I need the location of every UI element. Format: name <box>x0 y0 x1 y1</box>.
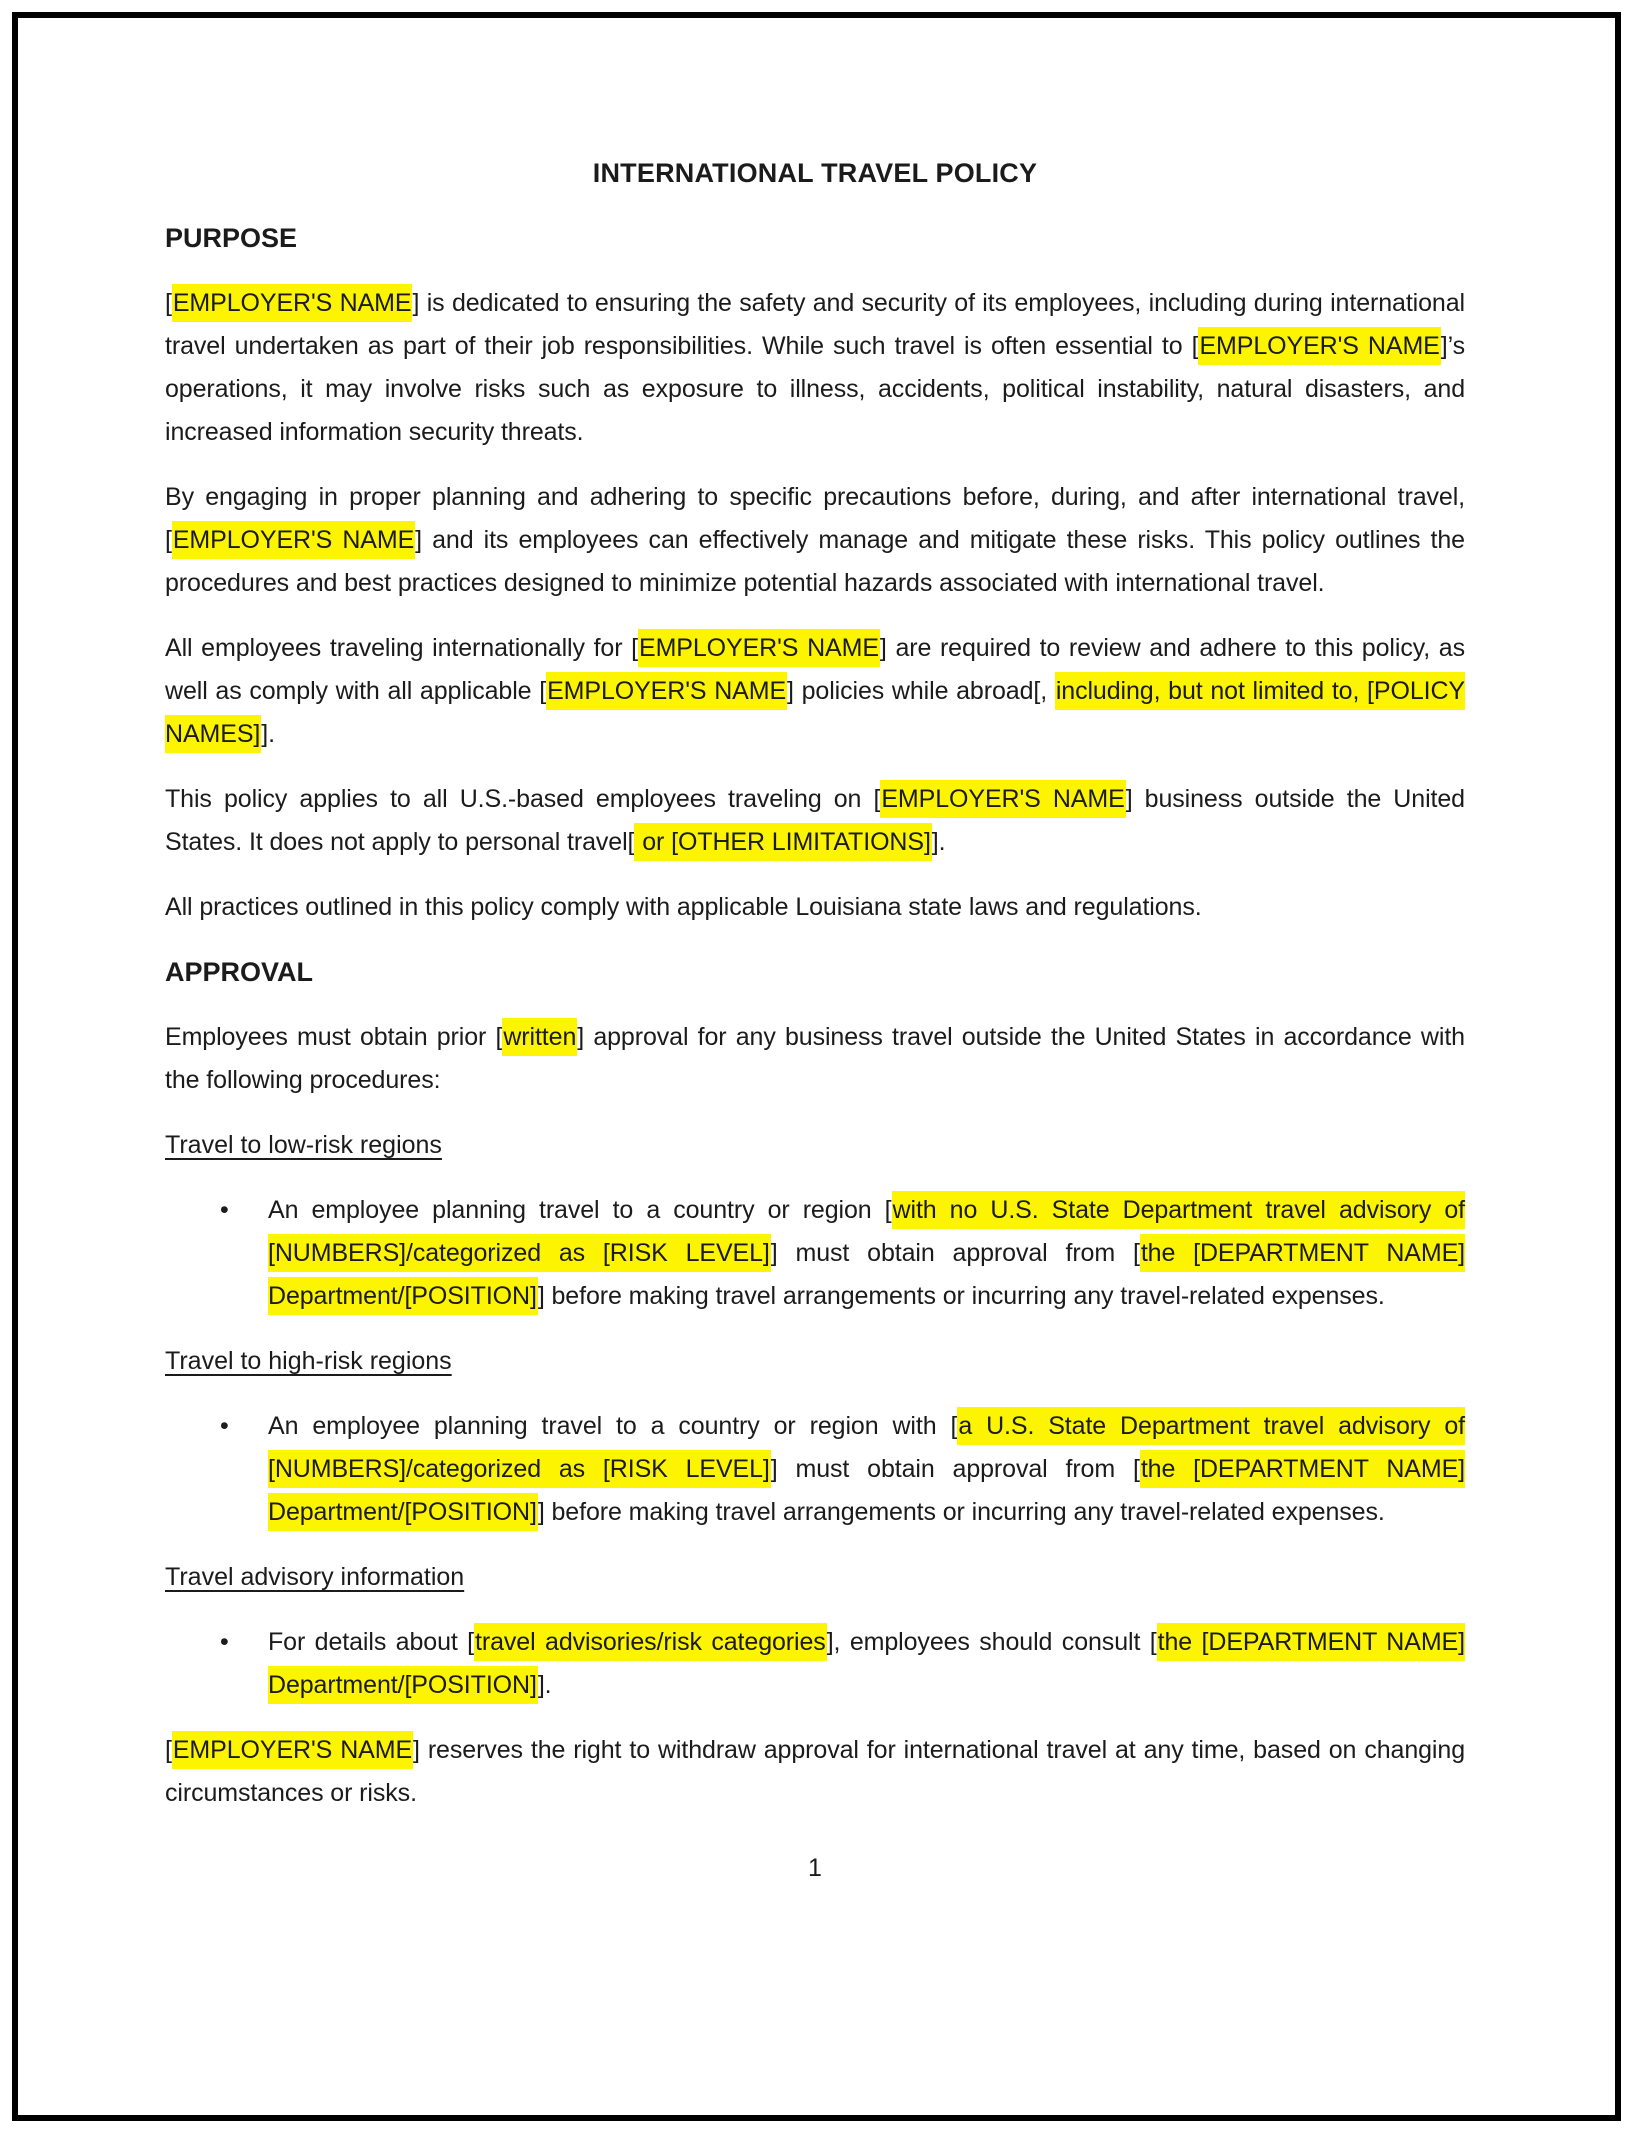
purpose-paragraph-2 <box>165 476 1465 605</box>
purpose-paragraph-3 <box>165 627 1465 756</box>
text-run: [ <box>165 1736 172 1764</box>
highlighted-placeholder: EMPLOYER'S NAME <box>638 629 880 667</box>
highlighted-placeholder: EMPLOYER'S NAME <box>172 1731 413 1769</box>
text-run: An employee planning travel to a country or region with [ <box>268 1412 958 1440</box>
text-run: ] policies while abroad[, <box>787 677 1055 705</box>
text-run: ]. <box>537 1671 552 1699</box>
highlighted-placeholder: with no U.S. State Department travel advisory of [NUMBERS]/categorized as [RISK LEVEL] <box>268 1191 1465 1272</box>
highlighted-placeholder: including, but not limited to, [POLICY NAMES] <box>165 672 1465 753</box>
text-run: ]’s operations, it may involve risks such as exposure to illness, accidents, political instability, natural disasters, and increased information security threats. <box>165 332 1465 446</box>
document-title: INTERNATIONAL TRAVEL POLICY <box>592 158 1038 188</box>
highlighted-placeholder: EMPLOYER'S NAME <box>172 284 413 322</box>
high-risk-bullet-text <box>268 1405 1465 1534</box>
text-run: ] is dedicated to ensuring the safety and security of its employees, including during international travel undertaken as part of their job responsibilities. While such travel is often essential to [ <box>165 289 1465 360</box>
text-run: ] are required to review and adhere to this policy, as well as comply with all applicable [ <box>165 634 1465 705</box>
text-run: ] before making travel arrangements or incurring any travel-related expenses. <box>537 1498 1385 1526</box>
purpose-paragraph-4 <box>165 778 1465 864</box>
page-number: 1 <box>808 1854 822 1882</box>
text-run: Employees must obtain prior [ <box>165 1023 503 1051</box>
text-run: ] must obtain approval from [ <box>770 1455 1140 1483</box>
text-run: All practices outlined in this policy comply with applicable Louisiana state laws and regulations. <box>165 893 1202 921</box>
low-risk-bullet-item <box>165 1189 1465 1318</box>
text-run: ] reserves the right to withdraw approval for international travel at any time, based on changing circumstances or risks. <box>165 1736 1465 1807</box>
text-run: This policy applies to all U.S.-based employees traveling on [ <box>165 785 881 813</box>
text-run: For details about [ <box>268 1628 475 1656</box>
highlighted-placeholder: EMPLOYER'S NAME <box>546 672 787 710</box>
text-run: ] and its employees can effectively manage and mitigate these risks. This policy outlines the procedures and best practices designed to minimize potential hazards associated with international travel. <box>165 526 1465 597</box>
text-run: ] approval for any business travel outside the United States in accordance with the following procedures: <box>165 1023 1465 1094</box>
bullet-icon: • <box>220 1412 229 1440</box>
purpose-paragraph-5 <box>165 886 1465 929</box>
highlighted-placeholder: EMPLOYER'S NAME <box>1198 327 1440 365</box>
advisory-info-bullet-item <box>165 1621 1465 1707</box>
advisory-info-bullet-text <box>268 1621 1465 1707</box>
text-run: ] before making travel arrangements or incurring any travel-related expenses. <box>537 1282 1385 1310</box>
bullet-icon: • <box>220 1196 229 1224</box>
document-body <box>165 152 1465 1890</box>
purpose-paragraph-1 <box>165 282 1465 454</box>
bullet-icon: • <box>220 1628 229 1656</box>
approval-heading: APPROVAL <box>165 957 314 987</box>
advisory-info-subheading: Travel advisory information <box>165 1563 465 1591</box>
text-run: [ <box>165 289 172 317</box>
highlighted-placeholder: a U.S. State Department travel advisory of [NUMBERS]/categorized as [RISK LEVEL] <box>268 1407 1465 1488</box>
highlighted-placeholder: or [OTHER LIMITATIONS] <box>634 823 931 861</box>
highlighted-placeholder: EMPLOYER'S NAME <box>172 521 415 559</box>
text-run: ]. <box>931 828 946 856</box>
high-risk-bullet-item <box>165 1405 1465 1534</box>
text-run: All employees traveling internationally for [ <box>165 634 638 662</box>
highlighted-placeholder: the [DEPARTMENT NAME] Department/[POSITION] <box>268 1450 1465 1531</box>
highlighted-placeholder: the [DEPARTMENT NAME] Department/[POSITION] <box>268 1234 1465 1315</box>
text-run: An employee planning travel to a country or region [ <box>268 1196 892 1224</box>
high-risk-subheading: Travel to high-risk regions <box>165 1347 452 1375</box>
low-risk-bullet-text <box>268 1189 1465 1318</box>
highlighted-placeholder: written <box>502 1018 577 1056</box>
low-risk-subheading: Travel to low-risk regions <box>165 1131 442 1159</box>
text-run: ] business outside the United States. It does not apply to personal travel[ <box>165 785 1465 856</box>
approval-closing-paragraph <box>165 1729 1465 1815</box>
text-run: By engaging in proper planning and adhering to specific precautions before, during, and after international travel, [ <box>165 483 1465 554</box>
purpose-heading: PURPOSE <box>165 223 298 253</box>
text-run: ], employees should consult [ <box>826 1628 1157 1656</box>
highlighted-placeholder: travel advisories/risk categories <box>474 1623 827 1661</box>
text-run: ]. <box>261 720 275 748</box>
highlighted-placeholder: EMPLOYER'S NAME <box>880 780 1125 818</box>
text-run: ] must obtain approval from [ <box>770 1239 1140 1267</box>
approval-intro-paragraph <box>165 1016 1465 1102</box>
highlighted-placeholder: the [DEPARTMENT NAME] Department/[POSITION] <box>268 1623 1465 1704</box>
